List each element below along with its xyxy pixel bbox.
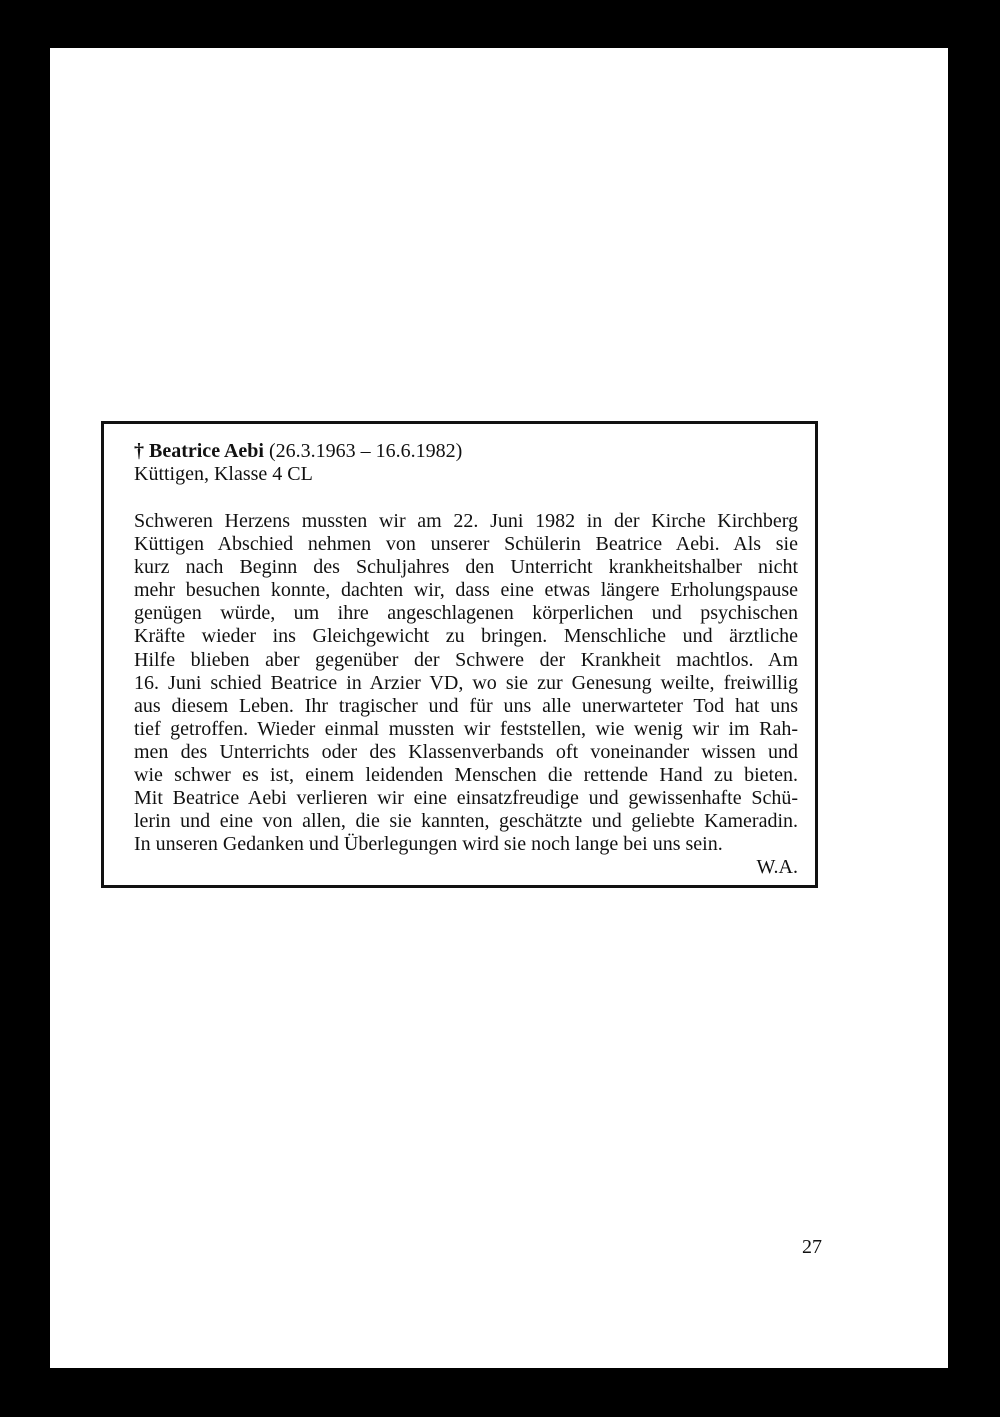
origin-class: Küttigen, Klasse 4 CL bbox=[134, 463, 313, 485]
body-line: 16. Juni schied Beatrice in Arzier VD, wo sie zur Genesung weilte, freiwillig bbox=[134, 671, 798, 694]
obituary-body bbox=[134, 510, 798, 879]
obituary-box bbox=[101, 421, 818, 888]
document-page bbox=[50, 48, 948, 1368]
deceased-name: Beatrice Aebi bbox=[149, 440, 264, 462]
body-line: tief getroffen. Wieder einmal mussten wir feststellen, wie wenig wir im Rah- bbox=[134, 717, 798, 740]
body-line: Küttigen Abschied nehmen von unserer Schülerin Beatrice Aebi. Als sie bbox=[134, 533, 798, 556]
body-line: Kräfte wieder ins Gleichgewicht zu bringen. Menschliche und ärztliche bbox=[134, 625, 798, 648]
body-line: aus diesem Leben. Ihr tragischer und für uns alle unerwarteter Tod hat uns bbox=[134, 694, 798, 717]
body-line: genügen würde, um ihre angeschlagenen körperlichen und psychischen bbox=[134, 602, 798, 625]
body-line: men des Unterrichts oder des Klassenverbands oft voneinander wissen und bbox=[134, 740, 798, 763]
author-signature: W.A. bbox=[756, 856, 798, 879]
page-number: 27 bbox=[802, 1236, 822, 1258]
body-line: mehr besuchen konnte, dachten wir, dass eine etwas längere Erholungspause bbox=[134, 579, 798, 602]
body-line: kurz nach Beginn des Schuljahres den Unterricht krankheitshalber nicht bbox=[134, 556, 798, 579]
body-line: Schweren Herzens mussten wir am 22. Juni 1982 in der Kirche Kirchberg bbox=[134, 510, 798, 532]
body-line: Mit Beatrice Aebi verlieren wir eine einsatzfreudige und gewissenhafte Schü- bbox=[134, 787, 798, 810]
body-line: Hilfe blieben aber gegenüber der Schwere der Krankheit machtlos. Am bbox=[134, 648, 798, 671]
body-line: wie schwer es ist, einem leidenden Menschen die rettende Hand zu bieten. bbox=[134, 764, 798, 787]
body-line: lerin und eine von allen, die sie kannten, geschätzte und geliebte Kameradin. bbox=[134, 810, 798, 833]
life-dates: (26.3.1963 – 16.6.1982) bbox=[268, 440, 463, 462]
cross-symbol: † bbox=[134, 440, 144, 462]
obituary-heading bbox=[134, 440, 791, 463]
body-line: In unseren Gedanken und Überlegungen wird sie noch lange bei uns sein. bbox=[134, 833, 723, 856]
